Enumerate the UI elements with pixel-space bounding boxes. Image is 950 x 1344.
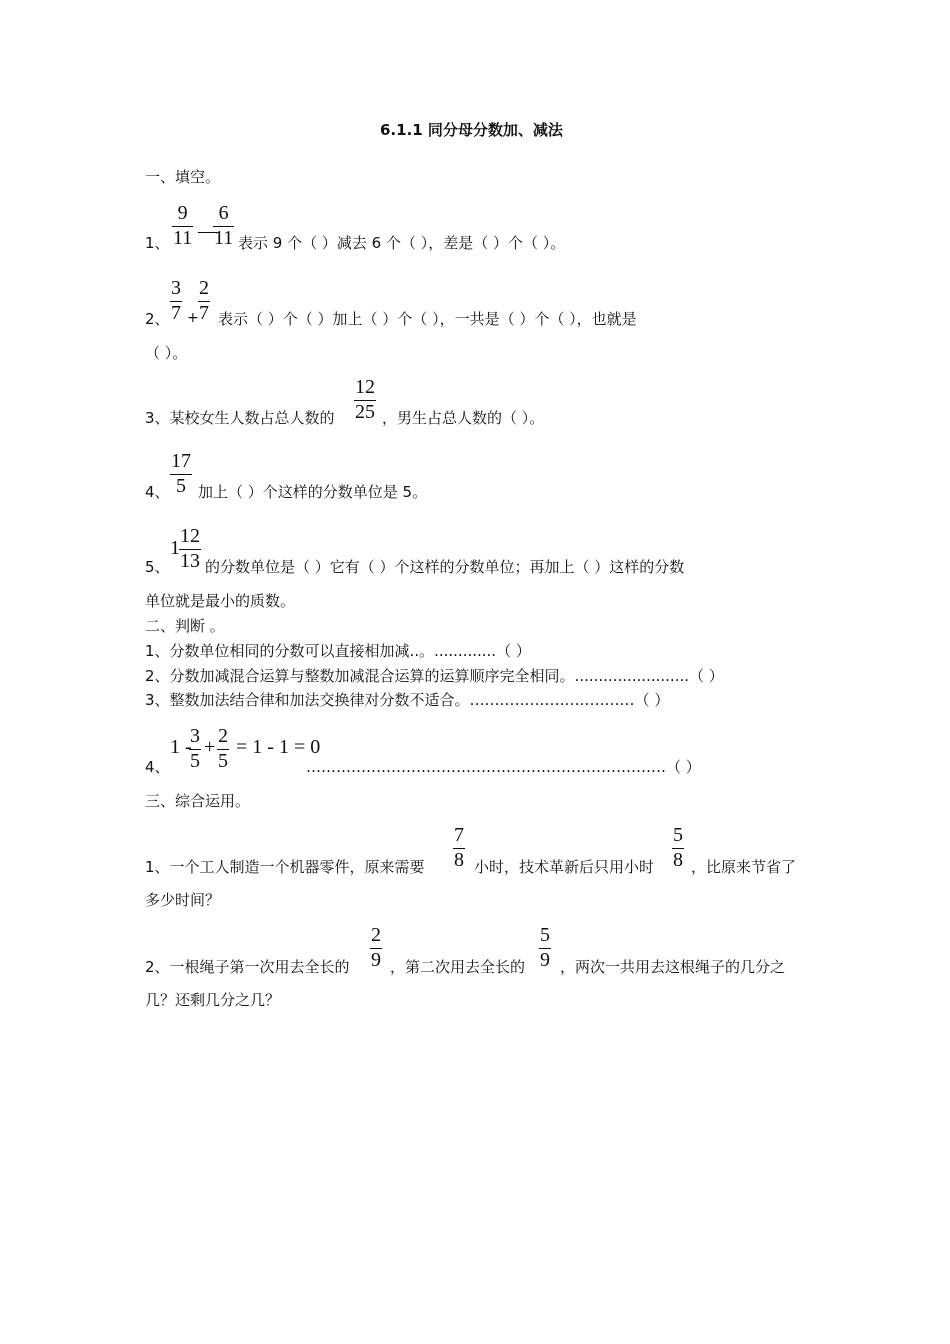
numerator: 5 (673, 824, 683, 846)
fraction-2-5 (217, 726, 229, 772)
judge-item-2: 2、分数加减混合运算与整数加减混合运算的运算顺序完全相同。........................（ ） (145, 667, 724, 685)
numerator: 5 (540, 924, 550, 946)
denominator: 5 (176, 475, 186, 497)
fraction-3-5 (189, 726, 201, 772)
fraction-2-9 (370, 925, 382, 971)
denominator: 11 (173, 227, 193, 249)
section-heading-judge: 二、判断 。 (145, 617, 225, 635)
mixed-number-whole: 1 (170, 537, 180, 559)
question-text: 表示（ ）个（ ）加上（ ）个（ ），一共是（ ）个（ ），也就是 (218, 310, 637, 328)
judge-item-3: 3、整数加法结合律和加法交换律对分数不适合。……………………………（ ） (145, 691, 670, 709)
question-number: 5、 (145, 558, 170, 576)
question-text-end: ，比原来节省了 (691, 858, 797, 876)
fraction-7-8 (453, 825, 465, 871)
question-text: 3、某校女生人数占总人数的 (145, 409, 335, 427)
expression-start: 1 - (170, 736, 192, 758)
numerator: 2 (218, 725, 228, 747)
numerator: 12 (180, 525, 200, 547)
plus-sign: + (187, 310, 199, 326)
question-text-continued: （ ）。 (145, 344, 188, 362)
judge-item-1: 1、分数单位相同的分数可以直接相加减..。.............（ ） (145, 642, 531, 660)
fraction-5-8 (672, 825, 684, 871)
question-number: 4、 (145, 758, 170, 776)
question-text-continued: 单位就是最小的质数。 (145, 592, 296, 610)
denominator: 8 (673, 849, 683, 871)
question-text: 表示 9 个（ ）减去 6 个（ ），差是（ ）个（ ）。 (238, 234, 566, 252)
denominator: 11 (214, 227, 234, 249)
denominator: 8 (454, 849, 464, 871)
question-text-end: ，两次一共用去这根绳子的几分之 (560, 958, 786, 976)
numerator: 2 (199, 277, 209, 299)
question-text-continued: 多少时间？ (145, 891, 221, 909)
denominator: 7 (171, 302, 181, 324)
answer-dots: ………………………………………………………………（ ） (306, 758, 701, 776)
section-heading-application: 三、综合运用。 (145, 792, 251, 810)
fraction-2-7 (198, 278, 210, 324)
expression-end: = 1 - 1 = 0 (236, 736, 321, 758)
numerator: 2 (371, 924, 381, 946)
plus-sign: + (204, 736, 216, 758)
minus-sign: — (198, 220, 218, 242)
numerator: 12 (355, 376, 375, 398)
page-title: 6.1.1 同分母分数加、减法 (380, 121, 563, 139)
denominator: 5 (218, 750, 228, 772)
question-text: 加上（ ）个这样的分数单位是 5。 (198, 483, 428, 501)
numerator: 6 (218, 202, 229, 224)
section-heading-fill-blank: 一、填空。 (145, 168, 221, 186)
question-text: 的分数单位是（ ）它有（ ）个这样的分数单位；再加上（ ）这样的分数 (205, 558, 685, 576)
fraction-5-9 (539, 925, 551, 971)
denominator: 13 (180, 550, 200, 572)
question-number: 2、 (145, 310, 170, 328)
question-text: 1、一个工人制造一个机器零件，原来需要 (145, 858, 425, 876)
question-number: 1、 (145, 234, 170, 252)
numerator: 3 (171, 277, 181, 299)
question-text-end: ，男生占总人数的（ ）。 (382, 409, 545, 427)
question-text: 2、一根绳子第一次用去全长的 (145, 958, 350, 976)
fraction-17-5 (170, 451, 192, 497)
fraction-9-11 (172, 203, 193, 249)
fraction-6-11 (213, 203, 234, 249)
denominator: 7 (199, 302, 209, 324)
question-text-continued: 几？还剩几分之几？ (145, 991, 281, 1009)
question-number: 4、 (145, 483, 170, 501)
denominator: 25 (355, 401, 375, 423)
numerator: 3 (190, 725, 200, 747)
fraction-12-13 (179, 526, 201, 572)
fraction-12-25 (354, 377, 376, 423)
denominator: 9 (540, 949, 550, 971)
numerator: 9 (177, 202, 188, 224)
denominator: 5 (190, 750, 200, 772)
question-text-middle: ，第二次用去全长的 (390, 958, 526, 976)
numerator: 7 (454, 824, 464, 846)
numerator: 17 (171, 450, 191, 472)
fraction-3-7 (170, 278, 182, 324)
question-text-middle: 小时，技术革新后只用小时 (474, 858, 655, 876)
denominator: 9 (371, 949, 381, 971)
